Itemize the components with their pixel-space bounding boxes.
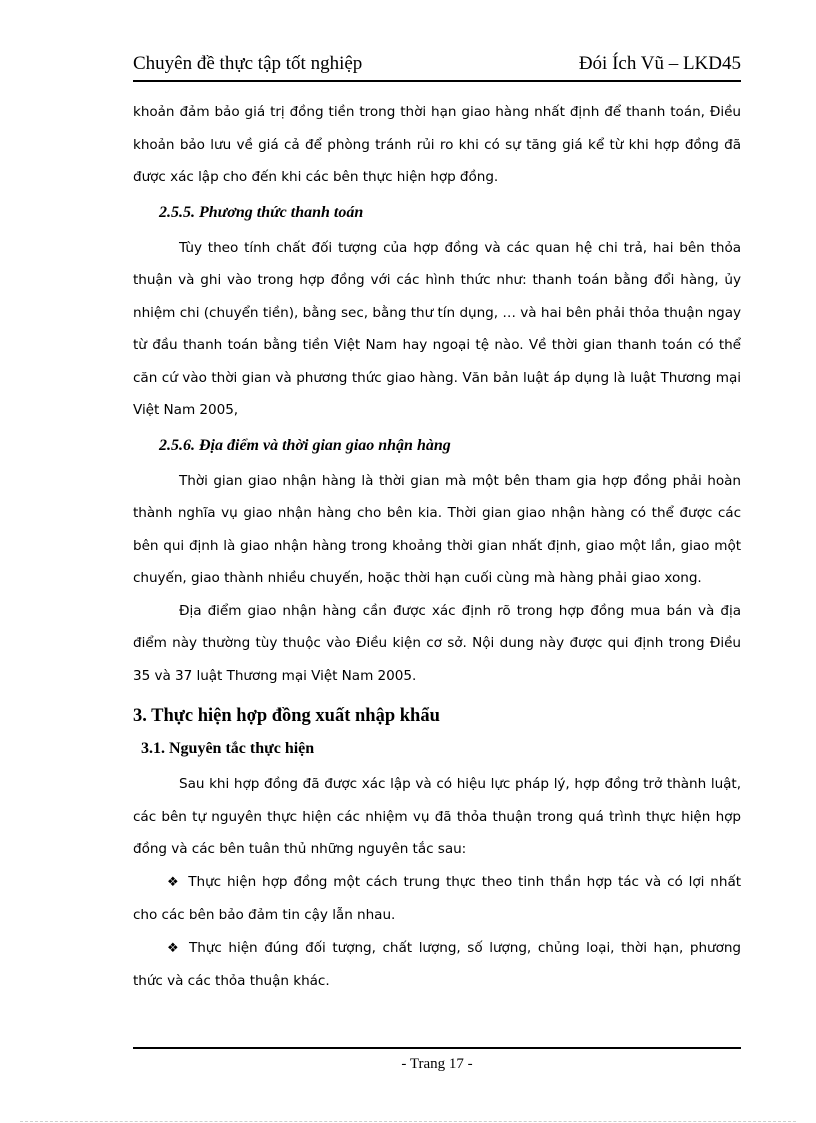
header-author: Đói Ích Vũ – LKD45 xyxy=(578,53,741,74)
document-body xyxy=(133,96,741,998)
section-heading-2-5-5: 2.5.5. Phương thức thanh toán xyxy=(159,203,364,221)
diamond-bullet-icon: ❖ xyxy=(167,940,181,956)
paragraph-delivery-place: Địa điểm giao nhận hàng cần được xác định rõ trong hợp đồng mua bán và địa điểm này thường tùy thuộc vào Điều kiện cơ sở. Nội dung này được qui định trong Điều 35 và 37 luật Thương mại Việt Nam 2005. xyxy=(133,602,741,684)
diamond-bullet-icon: ❖ xyxy=(167,874,181,890)
paragraph-delivery-time: Thời gian giao nhận hàng là thời gian mà một bên tham gia hợp đồng phải hoàn thành nghĩa vụ giao nhận hàng cho bên kia. Thời gian giao nhận hàng có thể được các bên qui định là giao nhận hàng trong khoảng thời gian nhất định, giao một lần, giao một chuyến, giao thành nhiều chuyến, hoặc thời hạn cuối cùng mà hàng phải giao xong. xyxy=(133,472,741,586)
paragraph-payment-methods: Tùy theo tính chất đối tượng của hợp đồng và các quan hệ chi trả, hai bên thỏa thuận và ghi vào trong hợp đồng với các hình thức như: thanh toán bằng đổi hàng, ủy nhiệm chi (chuyển tiền), bằng sec, bằng thư tín dụng, … và hai bên phải thỏa thuận ngay từ đầu thanh toán bằng tiền Việt Nam hay ngoại tệ nào. Về thời gian thanh toán có thể căn cứ vào thời gian và phương thức giao hàng. Văn bản luật áp dụng là luật Thương mại Việt Nam 2005, xyxy=(133,239,741,418)
section-heading-3-1: 3.1. Nguyên tắc thực hiện xyxy=(141,740,315,757)
bullet-item xyxy=(133,932,741,998)
paragraph-continuation: khoản đảm bảo giá trị đồng tiền trong thời hạn giao hàng nhất định để thanh toán, Điều khoản bảo lưu về giá cả để phòng tránh rủi ro khi có sự tăng giá kể từ khi hợp đồng đã được xác lập cho đến khi các bên thực hiện hợp đồng. xyxy=(133,104,741,185)
page-header xyxy=(133,50,741,82)
header-title: Chuyên đề thực tập tốt nghiệp xyxy=(133,53,363,74)
footer-divider xyxy=(133,1047,741,1049)
bullet-text: Thực hiện hợp đồng một cách trung thực theo tinh thần hợp tác và có lợi nhất cho các bên bảo đảm tin cậy lẫn nhau. xyxy=(133,873,741,923)
bullet-text: Thực hiện đúng đối tượng, chất lượng, số lượng, chủng loại, thời hạn, phương thức và các thỏa thuận khác. xyxy=(133,939,741,989)
page-number: - Trang 17 - xyxy=(401,1056,473,1072)
section-heading-2-5-6: 2.5.6. Địa điểm và thời gian giao nhận hàng xyxy=(159,436,451,454)
bullet-item xyxy=(133,866,741,932)
page-edge-divider xyxy=(20,1121,796,1122)
paragraph-principles: Sau khi hợp đồng đã được xác lập và có hiệu lực pháp lý, hợp đồng trở thành luật, các bên tự nguyên thực hiện các nhiệm vụ đã thỏa thuận trong quá trình thực hiện hợp đồng và các bên tuân thủ những nguyên tắc sau: xyxy=(133,776,741,857)
section-heading-3: 3. Thực hiện hợp đồng xuất nhập khẩu xyxy=(133,706,440,726)
